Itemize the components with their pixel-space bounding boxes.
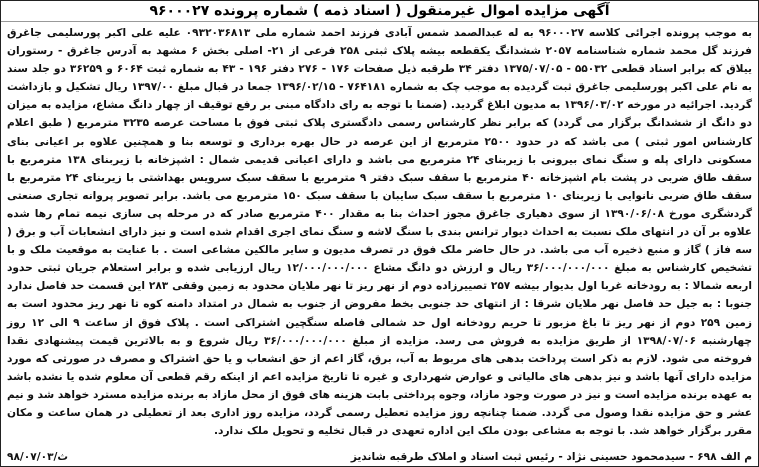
notice-body: به موجب پرونده اجرائی کلاسه ۹۶۰۰۰۲۷ به له عبدالصمد شمس آبادی فرزند احمد شماره ملی ۰۹۳۲۰۳۶۸۱۳ علیه علی اکبر پورسلیمی جاغرق فرزند گل محمد شماره شناسنامه ۲۰۵۷ ششدانگ یکقطعه بیشه پلاک ثبتی ۲۵۸ فرعی از ۲۱- اصلی بخش ۶ مشهد به آدرس جاغرق - رستوران ییلاق که برابر اسناد قطعی ۵۵۰۳۲ - ۱۳۷۵/۰۷/۰۵ دفتر ۳۴ طرقبه ذیل صفحات ۱۷۶ - ۲۷۶ دفتر ۱۹۶ - ۴۳ به شماره ثبت ۶۰۶۴ و ۳۶۲۵۹ دو جلد سند به نام علی اکبر پورسلیمی جاغرق ثبت گردیده به موجب چک به شماره ۷۶۴۱۸۱ - ۱۳۹۶/۰۲/۱۵ جمعا در قبال مبلغ ۱۳۹۷/۰۰ ریال تشکیل و بازداشت گردید. اجرائیه در مورخه ۱۳۹۶/۰۳/۰۲ به مدیون ابلاغ گردید. (ضمنا با توجه به رای دادگاه مبنی بر رفع توقیف از چهار دانگ مشاع، مزایده به میزان دو دانگ از ششدانگ برگزار می گردد) که برابر نظر کارشناس رسمی دادگستری پلاک ثبتی فوق با مساحت عرصه ۳۲۳۵ مترمربع ( طبق اعلام کارشناس امور ثبتی ) می باشد که در حدود ۲۵۰۰ مترمربع از این عرصه در حال بهره برداری و توسعه بنا و همچنین علاوه بر اعیانی بنای مسکونی دارای پله و سنگ نمای بیرونی با زیربنای ۲۴ مترمربع می باشد و دارای اعیانی قدیمی شمال : اشپزخانه با زیربنای ۱۳۸ مترمربع با سقف طاق ضربی در پشت بام اشپزخانه ۴۰ مترمربع با سقف سبک دفتر ۹ مترمربع با سقف سبک سرویس بهداشتی با زیربنای ۲۴ مترمربع با سقف طاق ضربی نانوایی با زیربنای ۱۰ مترمربع با سقف سبک سایبان با سقف سبک ۱۵۰ مترمربع می باشد. برابر تصویر پروانه تجاری صنعتی گردشگری مورخ ۱۳۹۰/۰۶/۰۸ از سوی دهیاری جاغرق مجوز احداث بنا به مقدار ۴۰۰ مترمربع صادر که در مرحله پی سازی نیمه تمام رها شده علاوه بر آن در انتهای ملک نسبت به احداث دیوار ترانس بندی با سنگ لاشه و سنگ نمای اجری اقدام شده است و نیز دارای انشعابات آب و برق ( سه فاز ) گاز و منبع ذخیره آب می باشد. در حال حاضر ملک فوق در تصرف مدیون و سایر مالکین مشاعی است . با عنایت به موقعیت ملک و با تشخیص کارشناس به مبلغ ۳۶/۰۰۰/۰۰۰/۰۰۰ ریال و ارزش دو دانگ مشاع ۱۲/۰۰۰/۰۰۰/۰۰۰ ریال ارزیابی شده و برابر استعلام جریان ثبتی حدود اربعه شمالا : به رودخانه غربا اول بدیوار بیشه ۲۵۷ تصییرزاده دوم از نهر ریز تا نهر ملایان محدود به زمین وقفی ۲۸۳ این قسمت حد فاصل ندارد جنوبا : به جیل حد فاصل نهر ملایان شرقا : از انتهای حد جنوبی بخط مفروض از جنوب به شمال در امتداد دامنه کوه تا نهر ریز محدود است به زمین ۲۵۹ دوم از نهر ریز تا باغ مزبور تا حریم رودخانه اول حد شمالی فاصله سنگچین اشتراکی است . پلاک فوق از ساعت ۹ الی ۱۲ روز چهارشنبه ۱۳۹۸/۰۷/۰۶ از طریق مزایده به فروش می رسد. مزایده از مبلغ ۳۶/۰۰۰/۰۰۰/۰۰۰ ریال شروع و به بالاترین قیمت پیشنهادی نقدا فروخته می شود. لازم به ذکر است پرداخت بدهی های مربوط به آب، برق، گاز اعم از حق انشعاب و یا حق اشتراک و مصرف در صورتی که مورد مزایده دارای آنها باشد و نیز بدهی های مالیاتی و عوارض شهرداری و غیره تا تاریخ مزایده اعم از اینکه رقم قطعی آن معلوم شده یا نشده باشد به عهده برنده مزایده است و نیز در صورت وجود مازاد، وجوه پرداختی بابت هزینه های فوق از محل مازاد به برنده مزایده مسترد خواهد شد و نیم عشر و حق مزایده نقدا وصول می گردد. ضمنا چنانچه روز مزایده تعطیل رسمی گردد، مزایده روز اداری بعد از تعطیلی در همان ساعت و مکان مقرر برگزار خواهد شد. با توجه به مشاعی بودن ملک این اداره تعهدی در قبال تخلیه و تحویل ملک ندارد. (7, 27, 753, 438)
notice-header (1, 1, 758, 22)
notice-reference-code: ۹۸/۰۷/۰۳/ث (7, 451, 69, 463)
notice-signature: م الف ۶۹۸ - سیدمحمود حسینی نژاد - رئیس ثبت اسناد و املاک طرقبه شاندیز (350, 451, 752, 463)
notice-title: آگهی مزایده اموال غیرمنقول ( اسناد ذمه ) شماره پرونده ۹۶۰۰۰۲۷ (149, 3, 610, 19)
notice-footer (7, 451, 752, 463)
